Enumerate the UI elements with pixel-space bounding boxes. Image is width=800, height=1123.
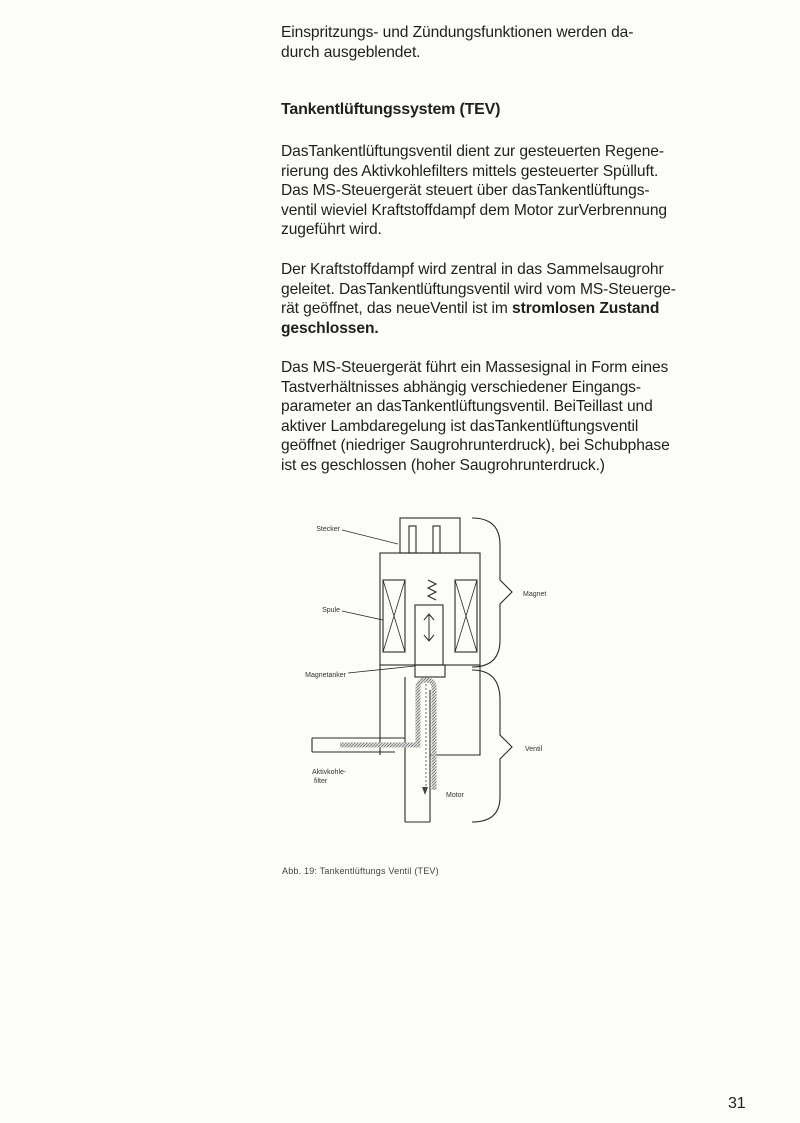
- text-line: Das MS-Steuergerät steuert über dasTankentlüftungs-: [281, 182, 650, 200]
- label-motor: Motor: [446, 792, 464, 799]
- figure-caption: Abb. 19: Tankentlüftungs Ventil (TEV): [282, 866, 439, 876]
- label-spule: Spule: [322, 607, 340, 614]
- text-line: parameter an dasTankentlüftungsventil. BeiTeillast und: [281, 398, 653, 416]
- text-line: rierung des Aktivkohlefilters mittels gesteuerter Spülluft.: [281, 162, 659, 180]
- paragraph-vapor: [281, 260, 751, 338]
- text-line: rät geöffnet, das neueVentil ist im: [281, 300, 513, 318]
- bold-phrase: stromlosen Zustand: [512, 300, 660, 318]
- text-line: zugeführt wird.: [281, 221, 382, 239]
- connector-pin: [409, 526, 416, 553]
- valve-seat: [415, 665, 445, 677]
- text-line: Der Kraftstoffdampf wird zentral in das Sammelsaugrohr: [281, 261, 664, 278]
- intro-paragraph: [281, 23, 751, 62]
- gas-flow-path: [340, 680, 434, 790]
- valve-brace: [472, 670, 512, 822]
- text-line: Das MS-Steuergerät führt ein Massesignal in Form eines: [281, 359, 669, 376]
- text-line: DasTankentlüftungsventil dient zur gesteuerten Regene-: [281, 143, 664, 160]
- label-aktivkohlefilter: Aktivkohle-: [312, 769, 347, 776]
- spring: [428, 580, 436, 600]
- intro-line: durch ausgeblendet.: [281, 43, 421, 61]
- text-line: geleitet. DasTankentlüftungsventil wird vom MS-Steuerge-: [281, 280, 676, 298]
- label-magnetanker: Magnetanker: [305, 672, 346, 679]
- text-line: Tastverhältnisses abhängig verschiedener Eingangs-: [281, 378, 641, 396]
- paragraph-purpose: [281, 142, 751, 240]
- magnet-brace: [472, 518, 512, 667]
- text-line: aktiver Lambdaregelung ist dasTankentlüftungsventil: [281, 417, 639, 435]
- intro-line: Einspritzungs- und Zündungsfunktionen werden da-: [281, 24, 634, 41]
- magnet-housing: [380, 553, 480, 665]
- label-magnet: Magnet: [523, 591, 547, 598]
- label-ventil: Ventil: [525, 746, 543, 753]
- label-stecker: Stecker: [316, 526, 340, 533]
- tev-valve-diagram: [270, 505, 590, 840]
- bold-phrase: geschlossen.: [281, 319, 379, 337]
- connector-pin: [433, 526, 440, 553]
- label-aktivkohlefilter-2: filter: [314, 778, 328, 785]
- section-heading: Tankentlüftungssystem (TEV): [281, 101, 501, 118]
- paragraph-signal: [281, 358, 751, 476]
- text-line: ist es geschlossen (hoher Saugrohrunterdruck.): [281, 456, 605, 474]
- text-line: ventil wieviel Kraftstoffdampf dem Motor zurVerbrennung: [281, 201, 667, 219]
- page-number: 31: [728, 1095, 746, 1112]
- text-line: geöffnet (niedriger Saugrohrunterdruck), bei Schubphase: [281, 437, 670, 455]
